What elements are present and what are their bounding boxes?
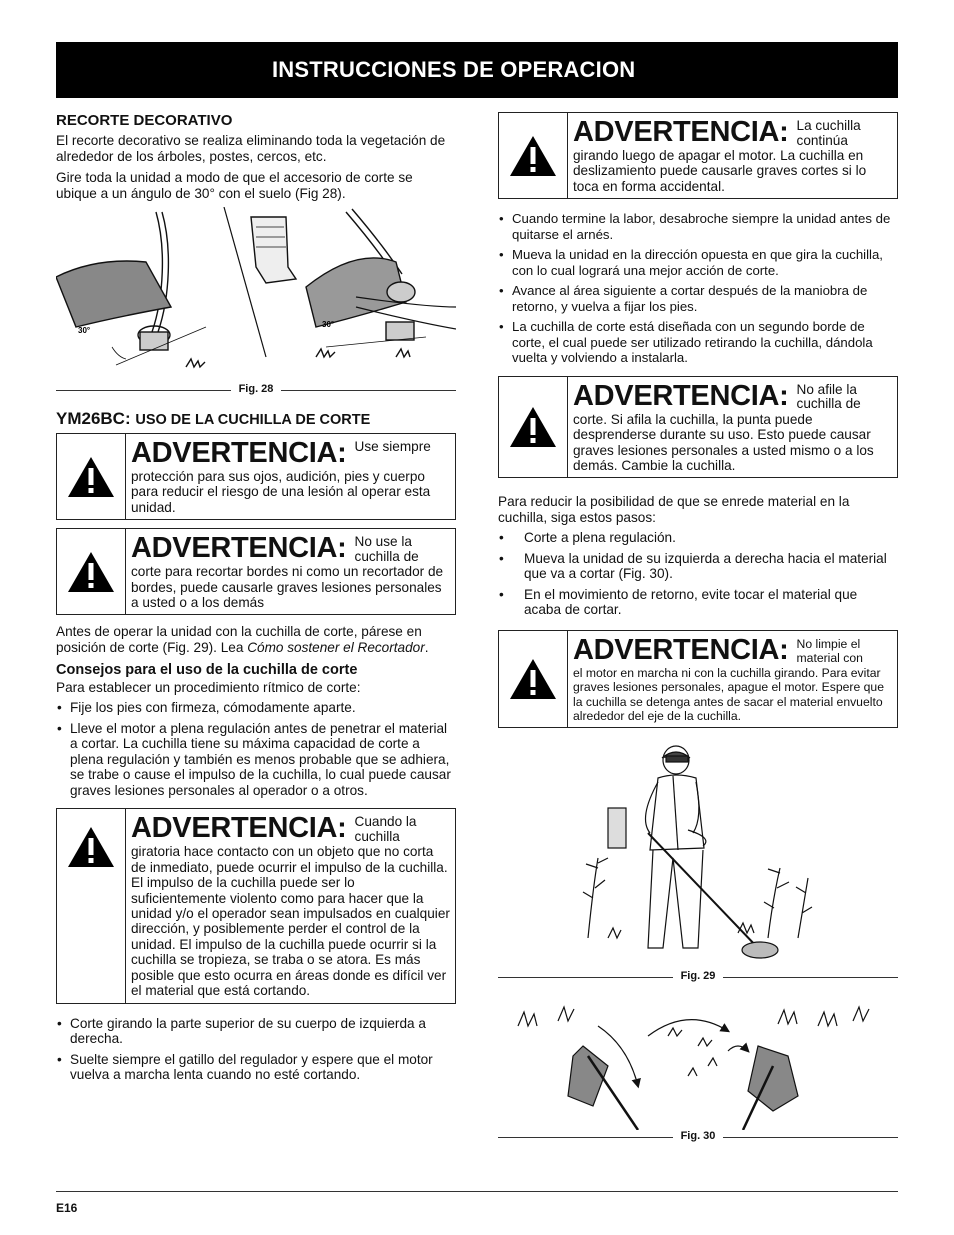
list-item: • Corte a plena regulación. bbox=[498, 530, 898, 546]
recorte-paragraph-2: Gire toda la unidad a modo de que el accesorio de corte se ubique a un ángulo de 30° con el suelo (Fig 28). bbox=[56, 170, 413, 201]
angle-label-left: 30° bbox=[78, 326, 91, 335]
warning-box-5 bbox=[498, 376, 898, 479]
angle-label-right: 30° bbox=[322, 320, 335, 329]
warning-box-3 bbox=[56, 808, 456, 1003]
warning-triangle-icon bbox=[57, 809, 126, 1002]
warning-heading: ADVERTENCIA: bbox=[131, 812, 347, 845]
warning-body: el motor en marcha ni con la cuchilla girando. Para evitar graves lesiones personales, apague el motor. Espere que la cuchilla se detenga antes de sacar el material envuelto alrededor del eje de la cuchilla. bbox=[573, 665, 884, 724]
warning-heading: ADVERTENCIA: bbox=[573, 633, 789, 666]
list-item: • Avance al área siguiente a cortar después de la maniobra de retorno, y vuelva a fijar los pies. bbox=[498, 283, 898, 314]
warning-body: protección para sus ojos, audición, pies y cuerpo para reducir el riesgo de una lesión al operar esta unidad. bbox=[131, 469, 431, 515]
recorte-title: RECORTE DECORATIVO bbox=[56, 112, 233, 129]
operator-illustration bbox=[498, 738, 898, 970]
reducir-list bbox=[498, 530, 898, 618]
warning-box-4 bbox=[498, 112, 898, 199]
section-header bbox=[56, 42, 898, 98]
trimmer-angle-illustration bbox=[56, 207, 456, 383]
fig-29-label: Fig. 29 bbox=[673, 970, 724, 982]
warning-triangle-icon bbox=[499, 631, 568, 728]
labor-list bbox=[498, 211, 898, 366]
warning-body: corte. Si afila la cuchilla, la punta puede desprenderse durante su uso. Esto puede causar graves lesiones personales a usted mismo o a los demás. Cambie la cuchilla. bbox=[573, 411, 874, 473]
recorte-paragraph-1: El recorte decorativo se realiza eliminando toda la vegetación de alrededor de los árboles, postes, cercos, etc. bbox=[56, 133, 446, 164]
list-item: • Mueva la unidad en la dirección opuesta en que gira la cuchilla, con lo cual logrará una mejor acción de corte. bbox=[498, 247, 898, 278]
right-column bbox=[498, 112, 898, 1144]
section-title: INSTRUCCIONES DE OPERACION bbox=[272, 57, 636, 82]
cutting-direction-illustration bbox=[498, 996, 898, 1130]
warning-lead: No afile la cuchilla de bbox=[796, 381, 861, 412]
corte-list bbox=[56, 1016, 456, 1083]
warning-triangle-icon bbox=[499, 377, 568, 478]
list-item: • Cuando termine la labor, desabroche siempre la unidad antes de quitarse el arnés. bbox=[498, 211, 898, 242]
ym-heading bbox=[56, 409, 456, 429]
warning-lead: Cuando la cuchilla bbox=[354, 814, 417, 844]
consejos-intro: Para establecer un procedimiento rítmico de corte: bbox=[56, 680, 361, 696]
model-subtitle: USO DE LA CUCHILLA DE CORTE bbox=[135, 412, 371, 428]
list-item: • En el movimiento de retorno, evite tocar el material que acaba de cortar. bbox=[498, 587, 898, 618]
list-item: • Suelte siempre el gatillo del regulador y espere que el motor vuelva a marcha lenta cuando no esté cortando. bbox=[56, 1052, 456, 1083]
warning-triangle-icon bbox=[57, 434, 126, 519]
warning-body: corte para recortar bordes ni como un recortador de bordes, puede causarle graves lesiones personales a usted o a los demás bbox=[131, 564, 444, 611]
footer-divider bbox=[56, 1191, 898, 1192]
warning-box-2 bbox=[56, 528, 456, 615]
list-item: • Lleve el motor a plena regulación antes de penetrar el material a cortar. La cuchilla tiene su máxima capacidad de corte a plena regulación y también es menos probable que se adhiera, se trabe o cause el impulso de la cuchilla, lo cual puede causar graves lesiones personales al operador o a otros. bbox=[56, 721, 456, 799]
antes-paragraph bbox=[56, 624, 456, 656]
list-item: • La cuchilla de corte está diseñada con un segundo borde de corte, el cual puede ser utilizado retirando la cuchilla, dándola vuelta y volviendo a instalarla. bbox=[498, 319, 898, 366]
warning-body: giratoria hace contacto con un objeto que no corta de inmediato, puede ocurrir el impulso de la cuchilla. El impulso de la cuchilla puede ser lo suficientemente violento como para hacer que la unidad y/o el operador sean impulsados en cualquier dirección, y posiblemente perder el control de la unidad. El impulso de la cuchilla puede ocurrir si la cuchilla se tropieza, se traba o se atora. Es más posible que esto ocurra en áreas donde es difícil ver el material que está cortando. bbox=[131, 844, 450, 999]
warning-lead: No limpie el material con bbox=[796, 636, 863, 666]
warning-heading: ADVERTENCIA: bbox=[131, 437, 347, 469]
fig-29-caption bbox=[498, 970, 898, 984]
antes-end: . bbox=[424, 640, 429, 656]
figure-30 bbox=[498, 996, 898, 1130]
model-name: YM26BC: bbox=[56, 409, 131, 428]
consejos-title: Consejos para el uso de la cuchilla de corte bbox=[56, 662, 358, 679]
warning-heading: ADVERTENCIA: bbox=[131, 532, 347, 565]
consejos-list bbox=[56, 700, 456, 798]
figure-29 bbox=[498, 738, 898, 970]
warning-lead: No use la cuchilla de bbox=[354, 534, 419, 564]
warning-lead: La cuchilla continúa bbox=[796, 118, 861, 148]
list-item: • Mueva la unidad de su izquierda a derecha hacia el material que va a cortar (Fig. 30). bbox=[498, 551, 898, 582]
warning-triangle-icon bbox=[499, 113, 568, 198]
figure-28 bbox=[56, 207, 456, 383]
page-number: E16 bbox=[56, 1201, 78, 1215]
fig-30-caption bbox=[498, 1130, 898, 1144]
warning-body: girando luego de apagar el motor. La cuchilla en deslizamiento puede causarle graves cortes si lo toca en forma accidental. bbox=[573, 148, 867, 194]
antes-text: Antes de operar la unidad con la cuchilla de corte, párese en posición de corte (Fig. 29). Lea bbox=[56, 624, 422, 656]
fig-28-label: Fig. 28 bbox=[231, 383, 282, 395]
antes-italic-ref: Cómo sostener el Recortador bbox=[247, 640, 425, 656]
list-item: • Corte girando la parte superior de su cuerpo de izquierda a derecha. bbox=[56, 1016, 456, 1047]
warning-box-6 bbox=[498, 630, 898, 729]
warning-box-1 bbox=[56, 433, 456, 520]
warning-heading: ADVERTENCIA: bbox=[573, 379, 789, 412]
warning-lead: Use siempre bbox=[354, 439, 431, 454]
fig-28-caption bbox=[56, 383, 456, 397]
left-column bbox=[56, 112, 456, 1088]
fig-30-label: Fig. 30 bbox=[673, 1130, 724, 1142]
list-item: • Fije los pies con firmeza, cómodamente aparte. bbox=[56, 700, 456, 716]
warning-heading: ADVERTENCIA: bbox=[573, 116, 789, 148]
warning-triangle-icon bbox=[57, 529, 126, 614]
reducir-intro: Para reducir la posibilidad de que se enrede material en la cuchilla, siga estos pasos: bbox=[498, 494, 850, 526]
